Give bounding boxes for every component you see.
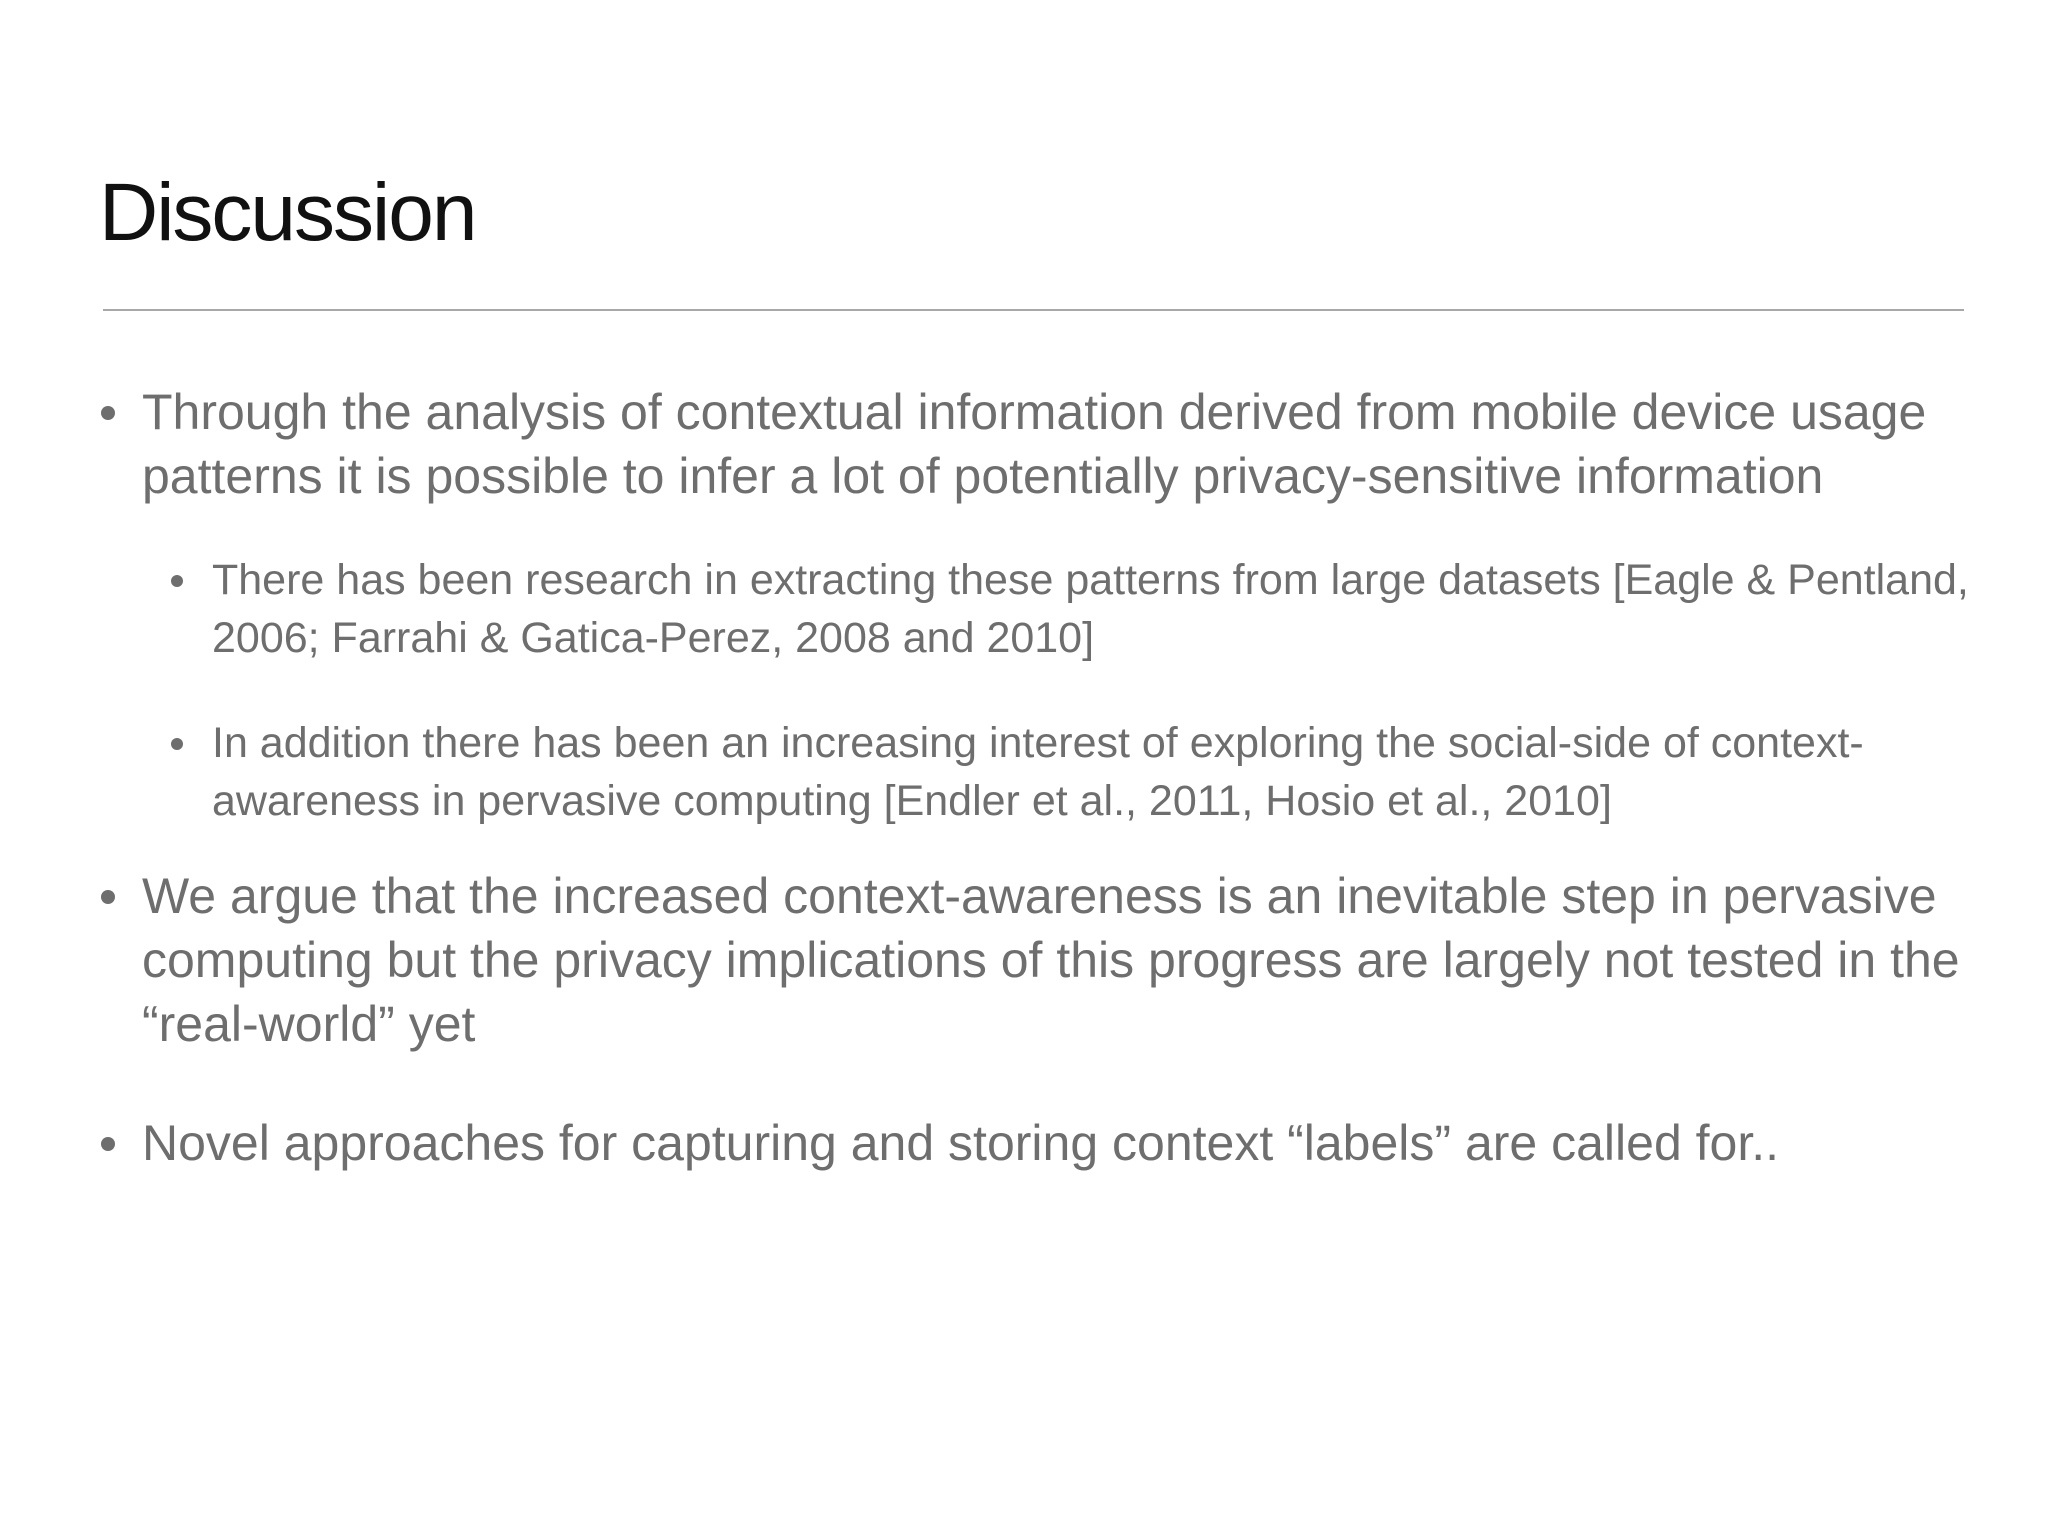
bullet-list xyxy=(99,380,1969,1175)
bullet-text-2: We argue that the increased context-awareness is an inevitable step in pervasive computing but the privacy implications of this progress are largely not tested in the “real-world” yet xyxy=(142,868,1960,1052)
bullet-item-1 xyxy=(99,380,1969,508)
bullet-dot-icon xyxy=(101,1137,115,1151)
title-divider xyxy=(103,309,1964,311)
bullet-text-3: Novel approaches for capturing and storing context “labels” are called for.. xyxy=(142,1115,1780,1171)
bullet-item-3 xyxy=(99,1111,1969,1175)
sub-bullet-item-1 xyxy=(169,551,1969,667)
sub-bullet-item-2 xyxy=(169,714,1969,830)
bullet-dot-icon xyxy=(171,575,183,587)
slide-title: Discussion xyxy=(99,167,476,258)
bullet-dot-icon xyxy=(101,890,115,904)
bullet-dot-icon xyxy=(101,406,115,420)
bullet-dot-icon xyxy=(171,738,183,750)
sub-bullet-text-1: There has been research in extracting these patterns from large datasets [Eagle & Pentland, 2006; Farrahi & Gatica-Perez, 2008 and 2010] xyxy=(212,556,1969,662)
bullet-text-1: Through the analysis of contextual information derived from mobile device usage patterns it is possible to infer a lot of potentially privacy-sensitive information xyxy=(142,384,1927,504)
bullet-item-2 xyxy=(99,864,1969,1056)
sub-bullet-text-2: In addition there has been an increasing interest of exploring the social-side of context-awareness in pervasive computing [Endler et al., 2011, Hosio et al., 2010] xyxy=(212,719,1864,825)
